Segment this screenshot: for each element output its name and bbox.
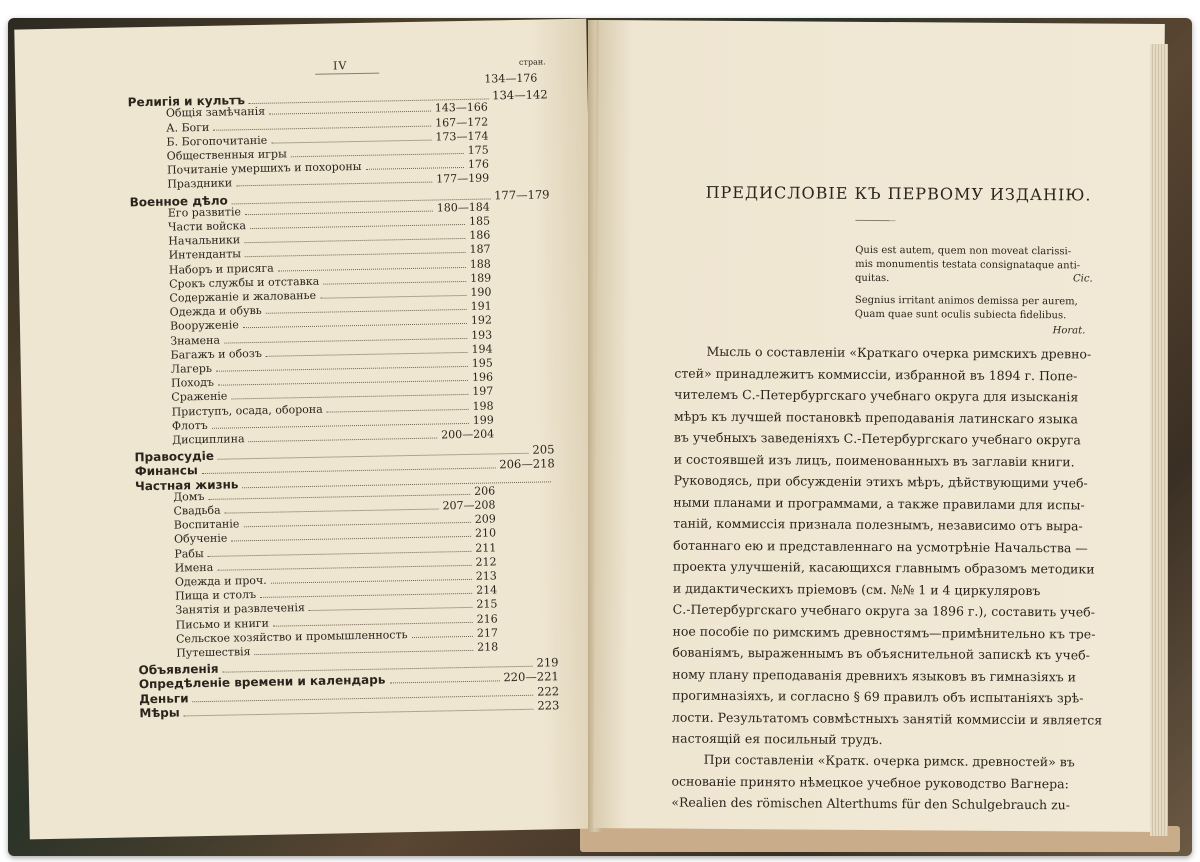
toc-page: 222 <box>536 683 560 699</box>
toc-label: Общественныя игры <box>166 147 287 163</box>
toc-label: Опредѣленіе времени и календарь <box>138 672 386 692</box>
epigraph-line: Quis est autem, quem non moveat clarissi- <box>855 244 1072 258</box>
toc-leader-dots <box>245 210 433 215</box>
toc-label: Военное дѣло <box>129 193 228 209</box>
toc-leader-dots <box>309 607 473 611</box>
toc-page: 199 <box>472 413 494 427</box>
toc-label: Знамена <box>170 333 221 348</box>
toc-label: Одежда и проч. <box>174 573 267 589</box>
toc-label: Объявленія <box>138 661 219 678</box>
toc-page: 194 <box>471 342 493 356</box>
toc-leader-dots <box>250 224 465 229</box>
text-line: бованіямъ, выраженнымъ въ объяснительной запискѣ къ учеб- <box>672 644 1090 663</box>
toc-leader-dots <box>412 636 473 638</box>
toc-label: Флотъ <box>171 418 208 433</box>
toc-page: 223 <box>537 698 560 713</box>
toc-page: 188 <box>469 257 491 271</box>
toc-leader-dots <box>269 111 431 115</box>
toc-page: 213 <box>475 569 497 583</box>
toc-label: Правосудіе <box>134 448 215 465</box>
toc-leader-dots <box>389 681 499 684</box>
toc-label: Вооруженіе <box>169 318 239 334</box>
toc-page: 180—184 <box>436 200 490 215</box>
toc-label: Сельское хозяйство и промышленность <box>175 627 408 646</box>
toc-page: 211 <box>475 541 497 555</box>
toc-label: Финансы <box>134 463 198 479</box>
toc-label: Сраженіе <box>171 389 228 405</box>
toc-label: Мѣры <box>139 705 180 721</box>
toc-leader-dots <box>271 139 431 143</box>
toc-label: Срокъ службы и отставка <box>169 274 320 291</box>
toc-label: Религія и культъ <box>127 93 246 110</box>
toc-label: Почитаніе умершихъ и похороны <box>166 160 362 177</box>
text-line: ботаннаго ею и представленнаго на усмотрѣніе Начальства — <box>673 537 1088 555</box>
toc-label: Его развитіе <box>167 205 242 220</box>
title-rule <box>855 220 895 221</box>
toc-page: 185 <box>468 214 491 228</box>
toc-leader-dots <box>236 182 432 187</box>
toc-leader-dots <box>213 125 431 130</box>
toc-label: Начальники <box>168 233 241 248</box>
toc-label: Б. Богопочитаніе <box>166 133 268 149</box>
toc-leader-dots <box>266 352 468 357</box>
page-number: IV <box>332 59 348 73</box>
toc-page: 217 <box>476 626 499 640</box>
toc-label: Дисциплина <box>172 432 245 447</box>
epigraph-author-cicero: Cic. <box>1072 273 1093 285</box>
toc-label: Праздники <box>167 176 233 192</box>
toc-page: 177—179 <box>494 186 550 202</box>
toc-page: 134—176 <box>484 71 538 86</box>
page-number-rule <box>315 73 379 75</box>
epigraph-line: quitas. <box>854 272 890 285</box>
toc-leader-dots <box>184 709 534 717</box>
text-line: ными планами и программами, а также правилами для испы- <box>673 494 1085 512</box>
toc-leader-dots <box>231 536 471 542</box>
text-line: ному плану преподаванія древнихъ языковъ въ гимназіяхъ и <box>672 666 1077 684</box>
toc-label: Занятія и развлеченія <box>175 601 305 617</box>
text-line: и дидактическихъ пріемовъ (см. №№ 1 и 4 циркуляровъ <box>672 580 1041 598</box>
toc-page: 190 <box>470 285 492 299</box>
toc-leader-dots <box>266 309 467 314</box>
toc-page: 206—218 <box>499 456 555 472</box>
toc-label: Приступъ, осада, оборона <box>171 402 323 419</box>
toc-label: А. Боги <box>166 120 210 135</box>
left-page-toc <box>14 19 601 840</box>
text-line: лости. Результатомъ совмѣстныхъ занятій коммиссіи и является <box>671 709 1103 728</box>
toc-page: 176 <box>467 157 490 172</box>
toc-label: Интенданты <box>168 247 242 263</box>
toc-label: Деньги <box>139 690 189 706</box>
toc-page: 205 <box>532 442 555 457</box>
toc-label: Домъ <box>173 489 205 504</box>
epigraph-line: Segnius irritant animos demissa per aurem, <box>854 294 1078 308</box>
text-line: и состоявшей изъ лицъ, поименованныхъ въ заглавіи книги. <box>673 451 1075 469</box>
toc-label: Рабы <box>174 546 204 561</box>
toc-page: 143—166 <box>434 100 488 115</box>
page-stack-edge <box>1150 44 1168 836</box>
toc-label: Лагерь <box>170 361 212 376</box>
toc-page: 216 <box>476 611 498 626</box>
text-line: Руководясь, при обсужденіи этихъ мѣръ, дѣйствующими учеб- <box>673 472 1088 491</box>
toc-leader-dots <box>271 579 472 584</box>
toc-label: Путешествія <box>176 645 251 660</box>
toc-leader-dots <box>366 167 464 170</box>
epigraph-author-horace: Horat. <box>1052 325 1086 337</box>
text-line: прогимназіяхъ, и согласно § 69 правилъ объ испытаніяхъ зрѣ- <box>672 687 1084 706</box>
toc-page: 214 <box>476 583 498 597</box>
toc-row <box>475 72 537 86</box>
toc-label: Воспитаніе <box>173 517 240 532</box>
toc-label: Свадьба <box>173 503 221 518</box>
toc-leader-dots <box>260 593 472 598</box>
text-line: стей» принадлежитъ коммиссіи, избранной въ 1894 г. Попе- <box>674 365 1078 383</box>
toc-leader-dots <box>243 323 467 328</box>
toc-page: 218 <box>477 640 499 654</box>
toc-page: 206 <box>474 484 496 498</box>
toc-page: 177—199 <box>436 171 490 186</box>
text-line: При составленіи «Кратк. очерка римск. древностей» въ <box>703 751 1075 770</box>
toc-leader-dots <box>323 281 466 285</box>
toc-label: Письмо и книги <box>175 616 270 632</box>
toc-page: 192 <box>470 313 493 328</box>
toc-leader-dots <box>231 394 468 400</box>
preface-title: ПРЕДИСЛОВІЕ КЪ ПЕРВОМУ ИЗДАНІЮ. <box>705 182 1092 205</box>
toc-page: 220—221 <box>503 669 559 685</box>
text-line: Мысль о составленіи «Краткаго очерка римскихъ древно- <box>706 343 1092 362</box>
text-line: чителемъ С.-Петербургскаго учебнаго округа для изысканія <box>674 386 1079 405</box>
toc-page: 134—142 <box>492 87 548 103</box>
toc-label: Частная жизнь <box>134 476 239 493</box>
toc-label: Обученіе <box>173 531 228 546</box>
toc-leader-dots <box>245 252 466 257</box>
toc-leader-dots <box>255 650 474 655</box>
toc-page: 167—172 <box>435 115 489 130</box>
toc-page: 186 <box>469 228 491 243</box>
toc-leader-dots <box>278 267 466 272</box>
toc-page: 197 <box>472 384 494 399</box>
toc-leader-dots <box>243 522 470 527</box>
toc-label: Одежда и обувь <box>169 304 262 319</box>
toc-page: 212 <box>475 555 497 569</box>
toc-leader-dots <box>244 238 465 243</box>
preface-paragraph-1 <box>672 341 1121 753</box>
toc-page: 191 <box>470 299 492 314</box>
epigraph-cicero <box>855 244 1080 288</box>
toc-page: 195 <box>471 356 493 370</box>
toc-page: 198 <box>472 399 494 413</box>
toc-leader-dots <box>225 509 439 514</box>
text-line: ное пособіе по римскимъ древностямъ—примѣнительно къ тре- <box>672 623 1096 642</box>
toc-leader-dots <box>224 338 467 344</box>
toc-label: Походъ <box>170 375 215 390</box>
epigraph-line: mis monumentis testata consignataque anti- <box>855 258 1081 272</box>
toc-label: Наборъ и присяга <box>168 261 274 277</box>
text-line: С.-Петербургскаго учебнаго округа за 1896 г.), составить учеб- <box>672 601 1096 620</box>
text-line: основаніе принято нѣмецкое учебное руководство Вагнера: <box>671 773 1069 791</box>
toc-page: 196 <box>471 370 494 385</box>
toc-leader-dots <box>249 438 438 443</box>
toc-page: 209 <box>474 512 496 527</box>
toc-label: Пища и столъ <box>175 588 257 603</box>
toc-page: 193 <box>471 328 493 342</box>
toc-page: 207—208 <box>442 498 496 513</box>
toc-leader-dots <box>291 153 464 157</box>
toc-page: 210 <box>474 526 497 541</box>
epigraph-horace <box>855 294 1078 324</box>
text-line: таній, коммиссія признала полезнымъ, независимо отъ выра- <box>673 515 1083 534</box>
toc-page: 215 <box>476 597 498 612</box>
toc-label: Содержаніе и жалованье <box>169 288 317 305</box>
toc-page: 200—204 <box>441 427 495 442</box>
toc-label: Части войска <box>167 219 247 234</box>
toc-leader-dots <box>327 409 469 413</box>
toc-label: Общія замѣчанія <box>165 105 266 121</box>
text-line: мѣръ къ лучшей постановкѣ преподаванія латинскаго языка <box>674 408 1078 426</box>
toc-leader-dots <box>273 621 473 626</box>
toc-page: 219 <box>536 655 559 670</box>
column-header: стран. <box>518 57 546 67</box>
toc-page: 173—174 <box>435 129 489 144</box>
toc-label: Имена <box>174 560 214 575</box>
text-line: настоящій ея посильный трудъ. <box>671 730 883 748</box>
toc-page: 189 <box>470 271 492 285</box>
preface-paragraph-2 <box>671 749 1117 817</box>
right-page-preface <box>593 20 1165 832</box>
text-line: въ учебныхъ заведеніяхъ С.-Петербургскаго учебнаго округа <box>673 429 1081 448</box>
toc-page: 175 <box>467 143 489 157</box>
toc-leader-dots <box>320 295 466 299</box>
text-line: «Realien des römischen Alterthums für den Schulgebrauch zu- <box>671 794 1071 813</box>
epigraph-line: Quam quae sunt oculis subiecta fidelibus. <box>854 308 1067 322</box>
toc-label: Багажъ и обозъ <box>170 346 262 362</box>
text-line: проекта улучшеній, касающихся главнымъ образомъ методики <box>672 558 1095 577</box>
toc-page: 187 <box>469 242 491 257</box>
